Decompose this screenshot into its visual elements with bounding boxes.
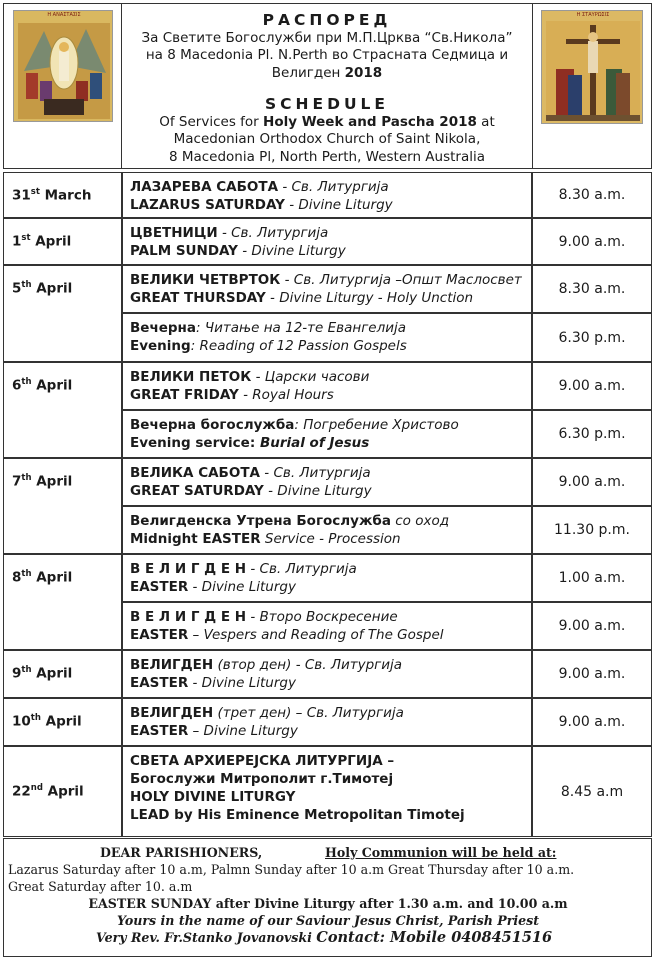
service-cell bbox=[122, 746, 532, 837]
service-text bbox=[130, 512, 527, 548]
service-subtitle-en: - Divine Liturgy - Holy Unction bbox=[265, 290, 474, 306]
resurrection-icon-caption: Η ΑΝΑΣΤΑΣΙΣ bbox=[47, 12, 81, 18]
time-cell bbox=[532, 602, 652, 650]
service-line-en bbox=[130, 196, 527, 214]
date-month: April bbox=[31, 377, 73, 394]
service-subtitle-en: - Divine Liturgy bbox=[188, 579, 296, 595]
header-mk-line2: на 8 Macedonia Pl. N.Perth во Страсната Седмица и bbox=[145, 47, 509, 63]
contact-mobile: Contact: Mobile 0408451516 bbox=[316, 929, 553, 946]
service-line-mk bbox=[130, 178, 527, 196]
service-line-mk bbox=[130, 416, 527, 434]
header-en-line1: Of Services for Holy Week and Pascha 2018 at bbox=[159, 113, 495, 130]
service-cell bbox=[122, 265, 532, 313]
service-line-mk bbox=[130, 560, 527, 578]
date-cell bbox=[3, 362, 122, 458]
service-subtitle-mk: - Св. Литургија bbox=[278, 179, 389, 195]
service-text bbox=[130, 178, 527, 214]
service-title-mk: ВЕЛИКИ ПЕТОК bbox=[130, 369, 252, 385]
service-line-en bbox=[130, 578, 527, 596]
footer-line5: Yours in the name of our Saviour Jesus Christ, Parish Priest bbox=[116, 913, 540, 928]
service-text bbox=[130, 464, 527, 500]
service-title-en: EASTER bbox=[130, 675, 189, 691]
date-label bbox=[12, 569, 72, 586]
service-line-mk bbox=[130, 608, 527, 626]
service-text bbox=[130, 560, 527, 596]
time-cell bbox=[532, 410, 652, 458]
service-subtitle-mk: : Погребение Христово bbox=[294, 417, 459, 433]
service-title-mk: Вечерна bbox=[130, 320, 196, 336]
service-time: 9.00 a.m. bbox=[558, 378, 626, 394]
service-line-mk bbox=[130, 704, 527, 722]
service-title-en: EASTER bbox=[130, 627, 189, 643]
service-title-mk: В Е Л И Г Д Е Н bbox=[130, 609, 247, 625]
footer-line6 bbox=[8, 929, 648, 946]
date-cell bbox=[3, 172, 122, 218]
date-month: April bbox=[30, 233, 72, 250]
date-day: 22 bbox=[12, 783, 31, 799]
service-cell bbox=[122, 313, 532, 362]
date-day: 31 bbox=[12, 187, 31, 204]
time-cell bbox=[532, 218, 652, 265]
date-suffix: th bbox=[21, 473, 32, 483]
time-cell bbox=[532, 506, 652, 554]
service-title-en: Midnight EASTER bbox=[130, 531, 261, 547]
service-time: 8.30 a.m. bbox=[558, 281, 626, 297]
service-title-en: PALM SUNDAY bbox=[130, 243, 238, 259]
header-text bbox=[122, 12, 532, 166]
date-day: 10 bbox=[12, 713, 31, 730]
date-suffix: th bbox=[21, 665, 32, 675]
service-subtitle-mk: - Св. Литургија –Општ Маслосвет bbox=[280, 272, 522, 288]
service-text bbox=[130, 416, 527, 452]
date-month: March bbox=[39, 187, 92, 204]
service-title-en: GREAT SATURDAY bbox=[130, 483, 264, 499]
service-title-mk: ВЕЛИКИ ЧЕТВРТОК bbox=[130, 272, 281, 288]
service-title-mk: ВЕЛИГДЕН bbox=[130, 657, 214, 673]
date-month: April bbox=[31, 569, 73, 586]
service-subtitle-en: Service - Procession bbox=[260, 531, 401, 547]
service-time: 9.00 a.m. bbox=[558, 474, 626, 490]
holy-communion-heading: Holy Communion will be held at: bbox=[325, 845, 557, 860]
service-subtitle-mk: - Св. Литургија bbox=[217, 225, 329, 241]
date-label bbox=[12, 713, 82, 730]
service-line-en bbox=[130, 434, 527, 452]
priest-name: Very Rev. Fr.Stanko Jovanovski bbox=[96, 930, 317, 945]
footer-line3: Great Saturday after 10. a.m bbox=[8, 879, 193, 894]
date-suffix: th bbox=[21, 377, 32, 387]
service-time: 1.00 a.m. bbox=[558, 570, 626, 586]
service-line-en bbox=[130, 337, 527, 355]
service-cell bbox=[122, 506, 532, 554]
service-title-mk: Вечерна богослужба bbox=[130, 417, 295, 433]
service-time: 8.45 a.m bbox=[560, 783, 624, 800]
service-time: 8.30 a.m. bbox=[558, 187, 626, 203]
service-subtitle-mk: - Св. Литургија bbox=[246, 561, 357, 577]
header-mk-line1: За Светите Богослужби при М.П.Црква “Св.Никола” bbox=[141, 29, 513, 46]
service-line-en bbox=[130, 626, 527, 644]
date-label bbox=[12, 473, 72, 490]
service-line-mk bbox=[130, 224, 527, 242]
service-subtitle-en: - Royal Hours bbox=[238, 387, 334, 403]
title-english: SCHEDULE bbox=[264, 95, 390, 113]
service-subtitle-mk: (втор ден) - Св. Литургија bbox=[213, 657, 403, 673]
time-cell bbox=[532, 362, 652, 410]
date-day: 8 bbox=[12, 569, 22, 586]
header-en-line3: 8 Macedonia Pl, North Perth, Western Australia bbox=[168, 148, 486, 165]
date-suffix: th bbox=[21, 280, 32, 290]
service-line-en bbox=[130, 722, 527, 740]
service-line-l4: LEAD by His Eminence Metropolitan Timotej bbox=[130, 807, 465, 823]
service-line-mk bbox=[130, 319, 527, 337]
service-subtitle-mk: со оход bbox=[390, 513, 450, 529]
service-cell bbox=[122, 698, 532, 746]
service-line-mk bbox=[130, 271, 527, 289]
date-label bbox=[12, 280, 72, 297]
service-line-mk bbox=[130, 656, 527, 674]
time-cell bbox=[532, 698, 652, 746]
service-time: 6.30 p.m. bbox=[558, 329, 626, 346]
date-suffix: th bbox=[21, 569, 32, 579]
service-line-mk bbox=[130, 368, 527, 386]
service-subtitle-mk: : Читање на 12-те Евангелија bbox=[195, 320, 407, 336]
resurrection-icon-art bbox=[14, 11, 113, 122]
service-cell bbox=[122, 410, 532, 458]
service-title-en: LAZARUS SATURDAY bbox=[130, 197, 285, 213]
date-day: 6 bbox=[12, 377, 22, 394]
date-cell bbox=[3, 218, 122, 265]
date-label bbox=[12, 187, 91, 204]
service-subtitle-en: – Divine Liturgy bbox=[188, 723, 298, 739]
service-time: 6.30 p.m. bbox=[558, 426, 626, 442]
footer-line4: EASTER SUNDAY after Divine Liturgy after 1.30 a.m. and 10.00 a.m bbox=[88, 896, 568, 911]
date-month: April bbox=[42, 783, 84, 799]
header-en-line2: Macedonian Orthodox Church of Saint Nikola, bbox=[173, 131, 481, 147]
service-subtitle-mk: - Царски часови bbox=[251, 369, 370, 385]
service-text bbox=[130, 704, 527, 740]
service-cell bbox=[122, 554, 532, 602]
date-cell bbox=[3, 650, 122, 698]
service-subtitle-en: - Divine Liturgy bbox=[284, 197, 393, 213]
time-cell bbox=[532, 172, 652, 218]
service-subtitle-mk: - Второ Воскресение bbox=[246, 609, 398, 625]
footer-notice bbox=[8, 844, 648, 946]
service-title-en: Evening service: bbox=[130, 435, 260, 451]
service-line-l1: СВЕТА АРХИЕРЕЈСКА ЛИТУРГИЈА – bbox=[130, 753, 395, 769]
service-cell bbox=[122, 458, 532, 506]
footer-line1 bbox=[8, 844, 648, 861]
date-label bbox=[12, 665, 72, 682]
service-time: 11.30 p.m. bbox=[554, 522, 630, 538]
date-cell bbox=[3, 698, 122, 746]
service-title-en: GREAT FRIDAY bbox=[130, 387, 239, 403]
crucifixion-icon bbox=[541, 10, 643, 124]
service-time: 9.00 a.m. bbox=[558, 666, 626, 682]
service-line-en bbox=[130, 482, 527, 500]
service-title-mk: ЛАЗАРЕВА САБОТА bbox=[130, 179, 279, 195]
date-month: April bbox=[31, 473, 73, 490]
date-label bbox=[12, 377, 72, 394]
time-cell bbox=[532, 265, 652, 313]
service-title-mk: ВЕЛИГДЕН bbox=[130, 705, 214, 721]
service-subtitle-en: : Reading of 12 Passion Gospels bbox=[190, 338, 407, 354]
time-cell bbox=[532, 458, 652, 506]
date-suffix: st bbox=[21, 233, 31, 243]
service-line-en bbox=[130, 530, 527, 548]
service-text bbox=[130, 271, 527, 307]
service-title-mk: ЦВЕТНИЦИ bbox=[130, 225, 218, 241]
date-suffix: nd bbox=[30, 782, 43, 793]
time-cell bbox=[532, 554, 652, 602]
service-text bbox=[130, 656, 527, 692]
service-text bbox=[130, 319, 527, 355]
date-month: April bbox=[31, 665, 73, 682]
service-text bbox=[130, 608, 527, 644]
service-text bbox=[130, 224, 527, 260]
dear-parishioners: DEAR PARISHIONERS, bbox=[100, 845, 263, 860]
date-month: April bbox=[40, 713, 82, 730]
service-cell bbox=[122, 650, 532, 698]
service-line-l3: HOLY DIVINE LITURGY bbox=[130, 789, 296, 805]
title-macedonian: РАСПОРЕД bbox=[262, 11, 392, 29]
service-title-mk: В Е Л И Г Д Е Н bbox=[130, 561, 247, 577]
date-day: 5 bbox=[12, 280, 22, 297]
date-cell bbox=[3, 746, 122, 837]
crucifixion-icon-art bbox=[542, 11, 643, 124]
service-title-en: GREAT THURSDAY bbox=[130, 290, 266, 306]
resurrection-icon bbox=[13, 10, 113, 122]
service-title-mk: ВЕЛИКА САБОТА bbox=[130, 465, 260, 481]
service-line-en bbox=[130, 289, 527, 307]
date-label bbox=[12, 233, 71, 250]
service-cell bbox=[122, 362, 532, 410]
time-cell bbox=[532, 650, 652, 698]
date-cell bbox=[3, 458, 122, 554]
date-cell bbox=[3, 554, 122, 650]
service-time: 9.00 a.m. bbox=[558, 233, 626, 250]
service-title-en: Evening bbox=[130, 338, 191, 354]
date-suffix: th bbox=[30, 713, 41, 723]
service-time: 9.00 a.m. bbox=[558, 618, 626, 634]
service-subtitle-mk: - Св. Литургија bbox=[259, 465, 371, 481]
time-cell bbox=[532, 313, 652, 362]
service-subtitle-en: - Divine Liturgy bbox=[263, 483, 372, 499]
service-title-mk: Велигденска Утрена Богослужба bbox=[130, 513, 391, 529]
service-text bbox=[130, 368, 527, 404]
crucifixion-icon-caption: Η ΣΤΑΥΡΩΣΙΣ bbox=[576, 12, 610, 18]
service-line-en bbox=[130, 386, 527, 404]
date-day: 1 bbox=[12, 233, 22, 250]
service-title-en: EASTER bbox=[130, 579, 189, 595]
service-line-en bbox=[130, 674, 527, 692]
time-cell bbox=[532, 746, 652, 837]
service-line-mk bbox=[130, 512, 527, 530]
service-time: 9.00 a.m. bbox=[558, 714, 626, 730]
service-cell bbox=[122, 172, 532, 218]
date-day: 9 bbox=[12, 665, 22, 682]
service-text bbox=[130, 752, 527, 824]
service-cell bbox=[122, 602, 532, 650]
service-line-en bbox=[130, 242, 527, 260]
date-suffix: st bbox=[30, 187, 40, 197]
service-title-en: EASTER bbox=[130, 723, 189, 739]
date-day: 7 bbox=[12, 473, 22, 490]
service-cell bbox=[122, 218, 532, 265]
date-label bbox=[12, 783, 84, 800]
service-subtitle-en: Burial of Jesus bbox=[259, 435, 370, 451]
service-subtitle-en: – Vespers and Reading of The Gospel bbox=[188, 627, 444, 643]
service-subtitle-en: - Divine Liturgy bbox=[237, 243, 346, 259]
date-month: April bbox=[31, 280, 73, 297]
service-line-mk bbox=[130, 464, 527, 482]
service-subtitle-mk: (трет ден) – Св. Литургија bbox=[213, 705, 404, 721]
service-subtitle-en: - Divine Liturgy bbox=[188, 675, 296, 691]
date-cell bbox=[3, 265, 122, 362]
footer-line2: Lazarus Saturday after 10 a.m, Palmn Sunday after 10 a.m Great Thursday after 10 a.m. bbox=[8, 862, 575, 877]
header-mk-line3: Велигден 2018 bbox=[271, 64, 383, 81]
service-line-l2: Богослужи Митрополит г.Тимотеј bbox=[130, 771, 394, 787]
